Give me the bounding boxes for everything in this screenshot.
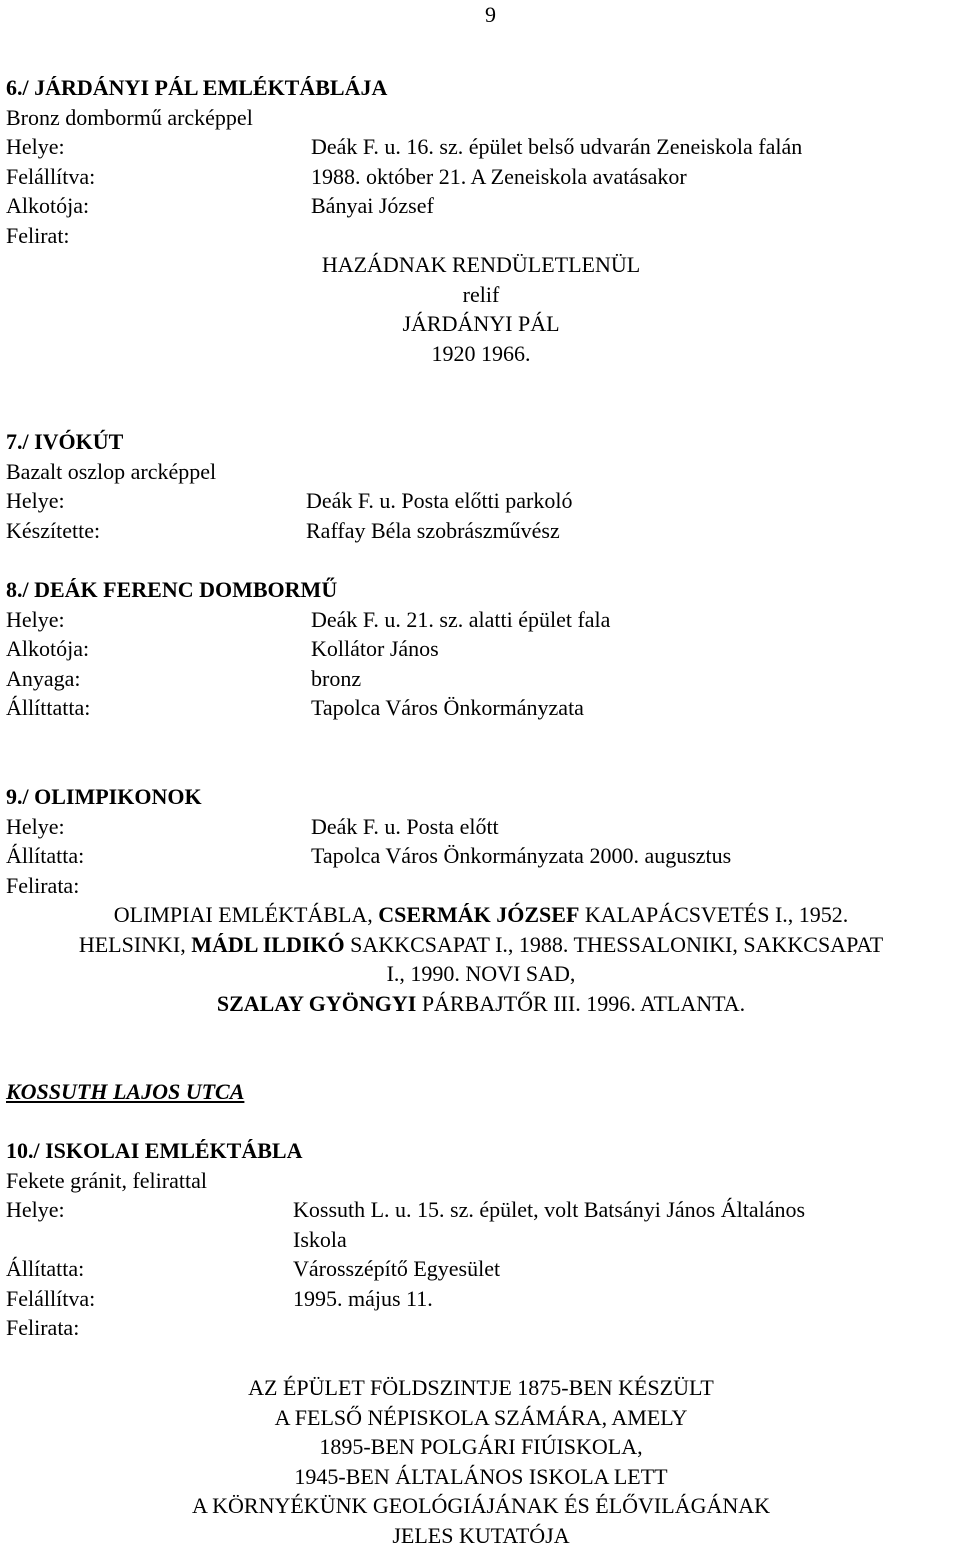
- field-row: [6, 162, 956, 192]
- field-row: [6, 1225, 956, 1255]
- section-6-title: 6./ JÁRDÁNYI PÁL EMLÉKTÁBLÁJA: [6, 73, 956, 103]
- section-10-title: 10./ ISKOLAI EMLÉKTÁBLA: [6, 1136, 956, 1166]
- field-value: Tapolca Város Önkormányzata 2000. augusztus: [311, 841, 731, 871]
- field-row: [6, 221, 956, 251]
- section-6-subtitle: Bronz dombormű arcképpel: [6, 103, 956, 133]
- inscription-line: AZ ÉPÜLET FÖLDSZINTJE 1875-BEN KÉSZÜLT: [6, 1373, 956, 1403]
- field-label: Állíttatta:: [6, 693, 90, 723]
- field-row: [6, 516, 956, 546]
- field-value: Deák F. u. Posta előtti parkoló: [306, 486, 572, 516]
- athlete-name: SZALAY GYÖNGYI: [217, 991, 416, 1016]
- field-label: Állítatta:: [6, 841, 84, 871]
- field-value: Deák F. u. 16. sz. épület belső udvarán Zeneiskola falán: [311, 132, 802, 162]
- inscription-line: A FELSŐ NÉPISKOLA SZÁMÁRA, AMELY: [6, 1403, 956, 1433]
- inscription-line: 1895-BEN POLGÁRI FIÚISKOLA,: [6, 1432, 956, 1462]
- field-label: Alkotója:: [6, 191, 89, 221]
- field-label: Helye:: [6, 812, 65, 842]
- field-value: Bányai József: [311, 191, 434, 221]
- field-row: [6, 1313, 956, 1343]
- inscription-line: JELES KUTATÓJA: [6, 1521, 956, 1550]
- inscription-line: [6, 900, 956, 930]
- field-value: Kossuth L. u. 15. sz. épület, volt Batsányi János Általános: [293, 1195, 805, 1225]
- field-label: Helye:: [6, 486, 65, 516]
- field-value: bronz: [311, 664, 361, 694]
- inscription-line: I., 1990. NOVI SAD,: [6, 959, 956, 989]
- street-heading-block: [6, 1077, 956, 1107]
- athlete-name: MÁDL ILDIKÓ: [191, 932, 344, 957]
- section-9: [6, 782, 956, 1018]
- field-row: [6, 664, 956, 694]
- section-10-subtitle: Fekete gránit, felirattal: [6, 1166, 956, 1196]
- section-7-subtitle: Bazalt oszlop arcképpel: [6, 457, 956, 487]
- inscription-text: KALAPÁCSVETÉS I., 1952.: [579, 902, 848, 927]
- inscription-text: OLIMPIAI EMLÉKTÁBLA,: [114, 902, 379, 927]
- field-label: Felirata:: [6, 871, 79, 901]
- page-number: 9: [485, 0, 496, 30]
- field-row: [6, 693, 956, 723]
- street-heading: KOSSUTH LAJOS UTCA: [6, 1079, 244, 1104]
- field-value: Raffay Béla szobrászművész: [306, 516, 560, 546]
- field-row: [6, 841, 956, 871]
- field-row: [6, 1284, 956, 1314]
- section-9-title: 9./ OLIMPIKONOK: [6, 782, 956, 812]
- field-row: [6, 132, 956, 162]
- field-label: Állítatta:: [6, 1254, 84, 1284]
- field-label: Helye:: [6, 1195, 65, 1225]
- section-10-inscription: [6, 1373, 956, 1550]
- field-row: [6, 1254, 956, 1284]
- field-value: Iskola: [293, 1225, 347, 1255]
- section-10: [6, 1136, 956, 1343]
- field-row: [6, 191, 956, 221]
- inscription-text: PÁRBAJTŐR III. 1996. ATLANTA.: [416, 991, 745, 1016]
- inscription-line: HAZÁDNAK RENDÜLETLENÜL: [6, 250, 956, 280]
- field-label: Felállítva:: [6, 162, 95, 192]
- inscription-line: JÁRDÁNYI PÁL: [6, 309, 956, 339]
- field-value: Deák F. u. Posta előtt: [311, 812, 499, 842]
- field-value: Deák F. u. 21. sz. alatti épület fala: [311, 605, 610, 635]
- field-row: [6, 1195, 956, 1225]
- street-heading-row: [6, 1077, 956, 1107]
- field-label: Felállítva:: [6, 1284, 95, 1314]
- inscription-text: HELSINKI,: [79, 932, 191, 957]
- field-row: [6, 812, 956, 842]
- field-value: Tapolca Város Önkormányzata: [311, 693, 584, 723]
- field-row: [6, 605, 956, 635]
- field-label: Helye:: [6, 605, 65, 635]
- field-label: Felirat:: [6, 221, 70, 251]
- field-value: Kollátor János: [311, 634, 439, 664]
- section-8-title: 8./ DEÁK FERENC DOMBORMŰ: [6, 575, 956, 605]
- field-row: [6, 871, 956, 901]
- field-label: Alkotója:: [6, 634, 89, 664]
- field-value: 1995. május 11.: [293, 1284, 433, 1314]
- athlete-name: CSERMÁK JÓZSEF: [378, 902, 579, 927]
- field-label: Készítette:: [6, 516, 100, 546]
- section-6: [6, 73, 956, 368]
- field-row: [6, 486, 956, 516]
- inscription-line: [6, 930, 956, 960]
- field-label: Helye:: [6, 132, 65, 162]
- inscription-line: 1920 1966.: [6, 339, 956, 369]
- section-7: [6, 427, 956, 545]
- inscription-text: SAKKCSAPAT I., 1988. THESSALONIKI, SAKKCSAPAT: [345, 932, 884, 957]
- field-label: Felirata:: [6, 1313, 79, 1343]
- inscription-line: relif: [6, 280, 956, 310]
- inscription-line: 1945-BEN ÁLTALÁNOS ISKOLA LETT: [6, 1462, 956, 1492]
- field-row: [6, 634, 956, 664]
- field-value: 1988. október 21. A Zeneiskola avatásakor: [311, 162, 687, 192]
- section-8: [6, 575, 956, 723]
- field-label: Anyaga:: [6, 664, 81, 694]
- section-7-title: 7./ IVÓKÚT: [6, 427, 956, 457]
- field-value: Városszépítő Egyesület: [293, 1254, 500, 1284]
- inscription-line: [6, 989, 956, 1019]
- inscription-line: A KÖRNYÉKÜNK GEOLÓGIÁJÁNAK ÉS ÉLŐVILÁGÁNAK: [6, 1491, 956, 1521]
